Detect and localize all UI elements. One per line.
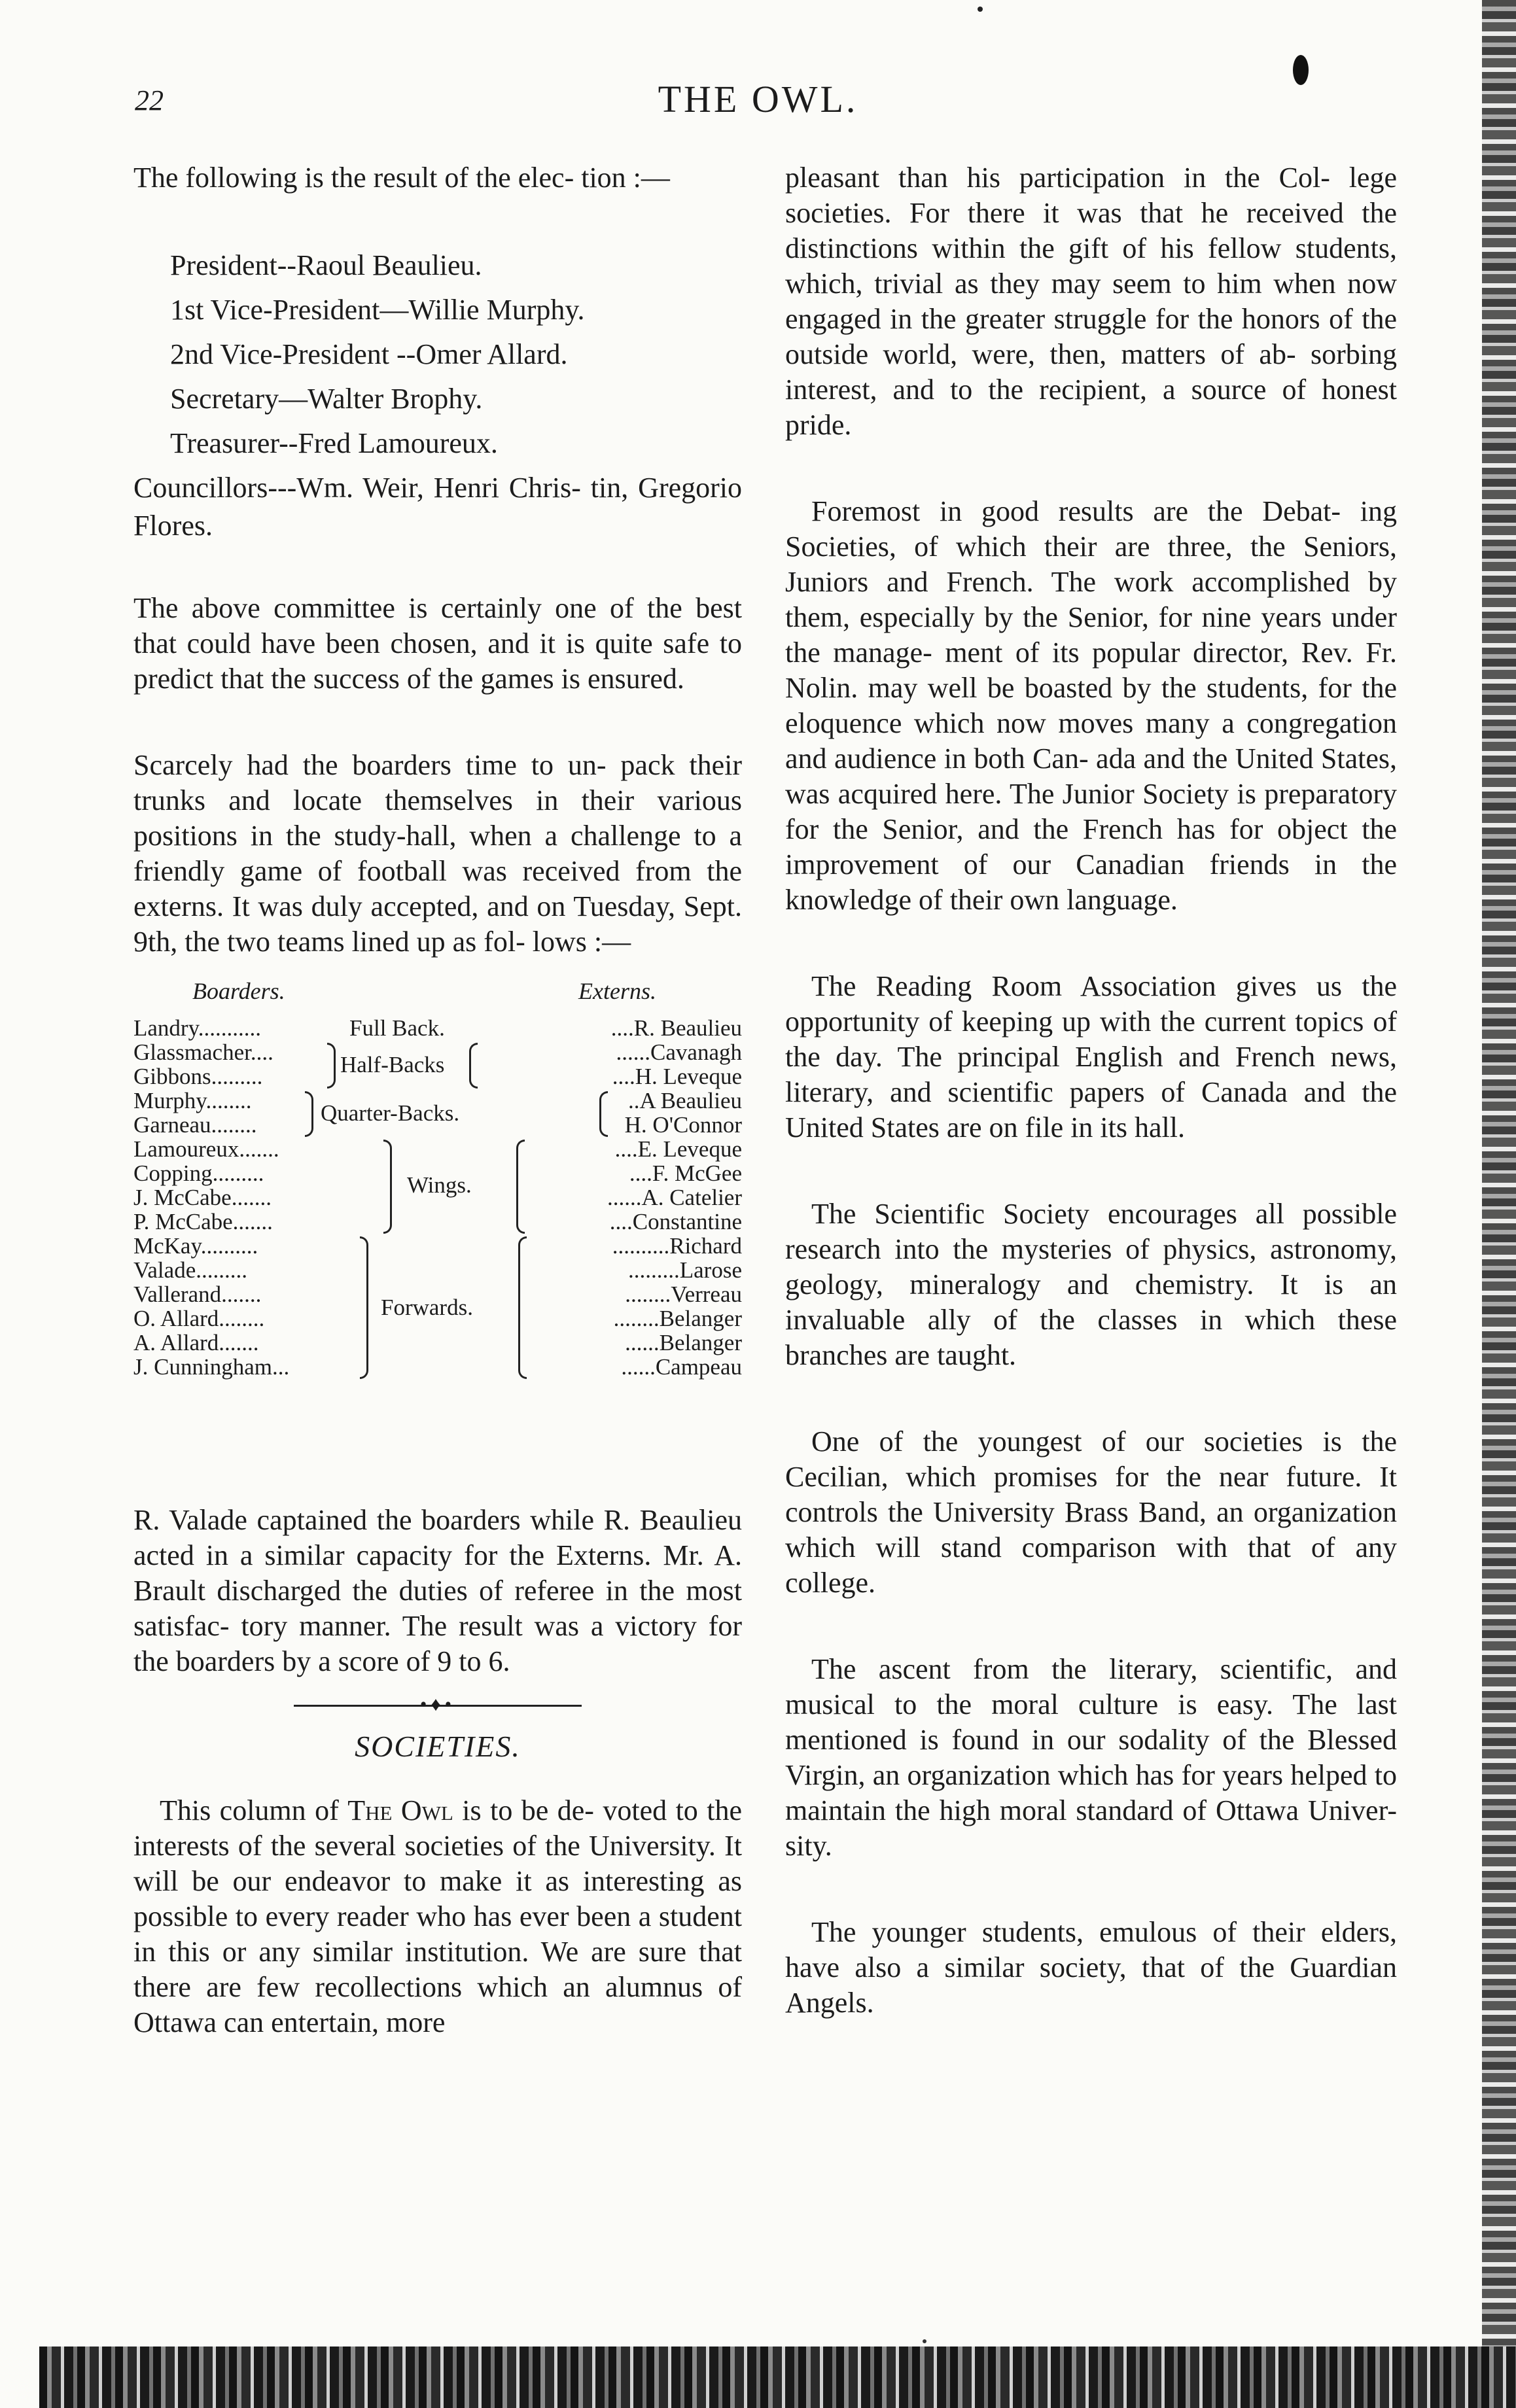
officer-vice-president-2: 2nd Vice-President --Omer Allard. xyxy=(170,338,568,370)
boarder-name: Valade......... xyxy=(133,1257,247,1283)
boarder-name: Murphy........ xyxy=(133,1088,252,1113)
election-intro: The following is the result of the elec- tion :— xyxy=(133,162,670,194)
officer-president: President--Raoul Beaulieu. xyxy=(170,249,482,281)
cecilian-society-paragraph: One of the youngest of our societies is the Cecilian, which promises for the near future. It controls the University Brass Band, an organization which will stand comparison with that of any college. xyxy=(785,1425,1397,1599)
bracket xyxy=(469,1043,478,1089)
societies-intro-rest: is to be de- voted to the interests of the several societies of the University. It will be our endeavor to make it as interesting as possible to every reader who has ever been a student in this or any similar institution. We are sure that there are few recollections which an alumnus of Ottawa can entertain, more xyxy=(133,1794,743,2038)
right-column xyxy=(785,160,1397,2072)
lineup-row xyxy=(133,1258,742,1282)
extern-name: ......Campeau xyxy=(621,1354,742,1380)
running-head-title: THE OWL. xyxy=(658,78,858,120)
guardian-angels-paragraph: The younger students, emulous of their elders, have also a similar society, that of the Guardian Angels. xyxy=(785,1916,1397,2019)
sodality-paragraph: The ascent from the literary, scientific, and musical to the moral culture is easy. The last mentioned is found in our sodality of the Blessed Virgin, an organization which has for years helped to maintain the high moral standard of Ottawa Univer- sity. xyxy=(785,1653,1397,1862)
left-column xyxy=(133,160,742,2091)
boarder-name: O. Allard........ xyxy=(133,1306,265,1331)
officer-vice-president-1: 1st Vice-President—Willie Murphy. xyxy=(170,294,585,326)
boarders-heading: Boarders. xyxy=(192,978,285,1004)
position-label: Full Back. xyxy=(349,1015,445,1041)
quarter-backs-label: Quarter-Backs. xyxy=(321,1100,460,1126)
boarder-name: J. Cunningham... xyxy=(133,1354,290,1380)
extern-name: ..A Beaulieu xyxy=(628,1088,742,1113)
scan-edge-right xyxy=(1482,0,1516,2408)
bracket xyxy=(327,1043,336,1089)
boarder-name: P. McCabe....... xyxy=(133,1209,273,1234)
half-backs-label: Half-Backs xyxy=(340,1052,445,1077)
scientific-society-paragraph: The Scientific Society encourages all possible research into the mysteries of physics, astronomy, geology, mineralogy and chemistry. It is an invaluable ally of the classes in which these branches are taught. xyxy=(785,1198,1397,1371)
bracket xyxy=(383,1140,392,1234)
extern-name: ....E. Leveque xyxy=(614,1136,742,1162)
debating-societies-paragraph: Foremost in good results are the Debat- ing Societies, of which their are three, the Seniors, Juniors and French. The work accomplished by them, especially by the Senior, for nine years under the manage- ment of its popular director, Rev. Fr. Nolin. may well be boasted by the students, for the eloquence which now moves many a congregation and audience in both Can- ada and the United States, was acquired here. The Junior Society is preparatory for the Senior, and the French has for object the improvement of our Canadian friends in the knowledge of their own language. xyxy=(785,495,1397,916)
extern-name: ....Constantine xyxy=(609,1209,742,1234)
match-result-paragraph: R. Valade captained the boarders while R. Beaulieu acted in a similar capacity for the Externs. Mr. A. Brault discharged the duties of referee in the most satisfac- tory manner. The result was a victory for the boarders by a score of 9 to 6. xyxy=(133,1504,742,1677)
ink-blot xyxy=(1293,55,1309,85)
forwards-label: Forwards. xyxy=(381,1295,473,1320)
scan-edge-bottom xyxy=(39,2347,1516,2408)
ink-speck xyxy=(923,2339,926,2343)
lineup-row xyxy=(133,1331,742,1355)
lineup-row xyxy=(133,1355,742,1379)
societies-intro-paragraph xyxy=(133,1793,742,2040)
boarder-name: McKay.......... xyxy=(133,1233,258,1259)
owl-title-reference: The Owl xyxy=(347,1794,453,1826)
extern-name: ....R. Beaulieu xyxy=(610,1015,742,1041)
extern-name: ....F. McGee xyxy=(629,1160,742,1186)
extern-name: ......A. Catelier xyxy=(607,1185,742,1210)
boarder-name: J. McCabe....... xyxy=(133,1185,272,1210)
lineup-row xyxy=(133,1210,742,1234)
lineup-row xyxy=(133,1234,742,1258)
boarder-name: Garneau........ xyxy=(133,1112,257,1138)
page-number: 22 xyxy=(135,84,164,116)
committee-paragraph: The above committee is certainly one of the best that could have been chosen, and it is quite safe to predict that the success of the games is ensured. xyxy=(133,592,742,695)
extern-name: ......Cavanagh xyxy=(616,1039,742,1065)
ink-speck xyxy=(978,7,983,12)
bracket xyxy=(360,1236,368,1379)
reading-room-paragraph: The Reading Room Association gives us the opportunity of keeping up with the current topics of the day. The principal English and French news, literary, and scientific papers of Canada and the United States are on file in its hall. xyxy=(785,970,1397,1143)
boarder-name: Landry........... xyxy=(133,1015,262,1041)
bracket xyxy=(599,1091,608,1137)
extern-name: ........Belanger xyxy=(613,1306,742,1331)
extern-name: ..........Richard xyxy=(612,1233,742,1259)
boarder-name: Glassmacher.... xyxy=(133,1039,273,1065)
externs-heading: Externs. xyxy=(578,978,656,1004)
lineup-row xyxy=(133,1016,742,1040)
lineup-row xyxy=(133,1137,742,1161)
extern-name: ....H. Leveque xyxy=(612,1064,742,1089)
boarder-name: Copping......... xyxy=(133,1160,264,1186)
officer-councillors: Councillors---Wm. Weir, Henri Chris- tin, Gregorio Flores. xyxy=(133,472,742,542)
societies-intro-start: This column of xyxy=(160,1794,348,1826)
officers-list xyxy=(133,247,742,545)
team-lineup xyxy=(133,979,742,1476)
wings-label: Wings. xyxy=(407,1172,472,1198)
societies-heading: SOCIETIES. xyxy=(355,1730,521,1763)
bracket xyxy=(305,1091,313,1137)
extern-name: ........Verreau xyxy=(625,1282,742,1307)
officer-secretary: Secretary—Walter Brophy. xyxy=(170,383,483,415)
colleges-societies-paragraph: pleasant than his participation in the Col- lege societies. For there it was that he received the distinctions within the gift of his fellow students, which, trivial as they may seem to him when now engaged in the greater struggle for the honors of the outside world, were, then, matters of ab- sorbing interest, and to the recipient, a source of honest pride. xyxy=(785,162,1397,441)
football-paragraph: Scarcely had the boarders time to un- pack their trunks and locate themselves in their various positions in the study-hall, when a challenge to a friendly game of football was received from the externs. It was duly accepted, and on Tuesday, Sept. 9th, the two teams lined up as fol- lows :— xyxy=(133,749,742,958)
bracket xyxy=(518,1236,527,1379)
boarder-name: Lamoureux....... xyxy=(133,1136,279,1162)
bracket xyxy=(516,1140,525,1234)
extern-name: H. O'Connor xyxy=(624,1112,742,1138)
extern-name: ......Belanger xyxy=(625,1330,742,1355)
section-divider-ornament xyxy=(294,1699,582,1712)
officer-treasurer: Treasurer--Fred Lamoureux. xyxy=(170,427,498,459)
extern-name: .........Larose xyxy=(628,1257,742,1283)
boarder-name: Vallerand....... xyxy=(133,1282,262,1307)
boarder-name: Gibbons......... xyxy=(133,1064,263,1089)
boarder-name: A. Allard....... xyxy=(133,1330,259,1355)
